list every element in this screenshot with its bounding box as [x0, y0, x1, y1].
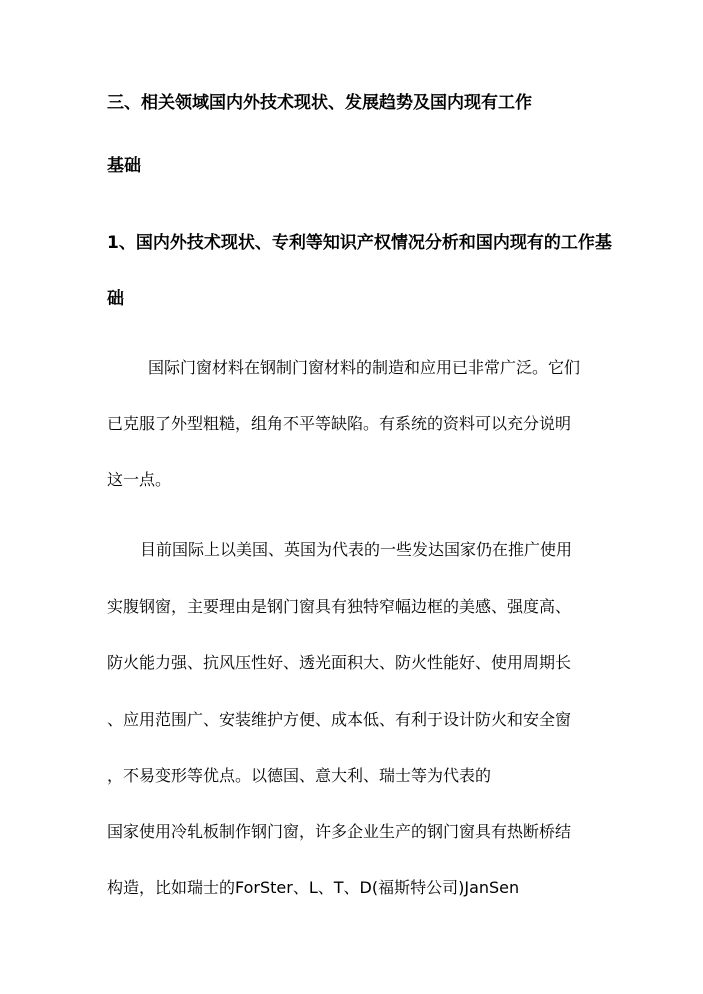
paragraph-2-line-7: 构造，比如瑞士的ForSter、L、T、D(福斯特公司)JanSen [107, 878, 520, 897]
subsection-heading-line-2: 础 [107, 289, 124, 309]
paragraph-1-line-1: 国际门窗材料在钢制门窗材料的制造和应用已非常广泛。它们 [148, 358, 581, 377]
paragraph-2-line-1: 目前国际上以美国、英国为代表的一些发达国家仍在推广使用 [140, 540, 573, 559]
paragraph-2-line-3: 防火能力强、抗风压性好、透光面积大、防火性能好、使用周期长 [107, 653, 572, 672]
paragraph-1-line-3: 这一点。 [107, 470, 172, 489]
paragraph-2-line-2: 实腹钢窗，主要理由是钢门窗具有独特窄幅边框的美感、强度高、 [107, 597, 572, 616]
paragraph-2-line-4: 、应用范围广、安装维护方便、成本低、有利于设计防火和安全窗 [107, 710, 572, 729]
paragraph-1-line-2: 已克服了外型粗糙，组角不平等缺陷。有系统的资料可以充分说明 [107, 414, 572, 433]
subsection-heading-line-1: 1、国内外技术现状、专利等知识产权情况分析和国内现有的工作基 [107, 233, 612, 253]
section-heading-line-2: 基础 [107, 156, 141, 176]
section-heading-line-1: 三、相关领域国内外技术现状、发展趋势及国内现有工作 [107, 93, 532, 113]
paragraph-2-line-6: 国家使用冷轧板制作钢门窗，许多企业生产的钢门窗具有热断桥结 [107, 822, 572, 841]
paragraph-2-line-5: ，不易变形等优点。以德国、意大利、瑞士等为代表的 [107, 766, 492, 785]
